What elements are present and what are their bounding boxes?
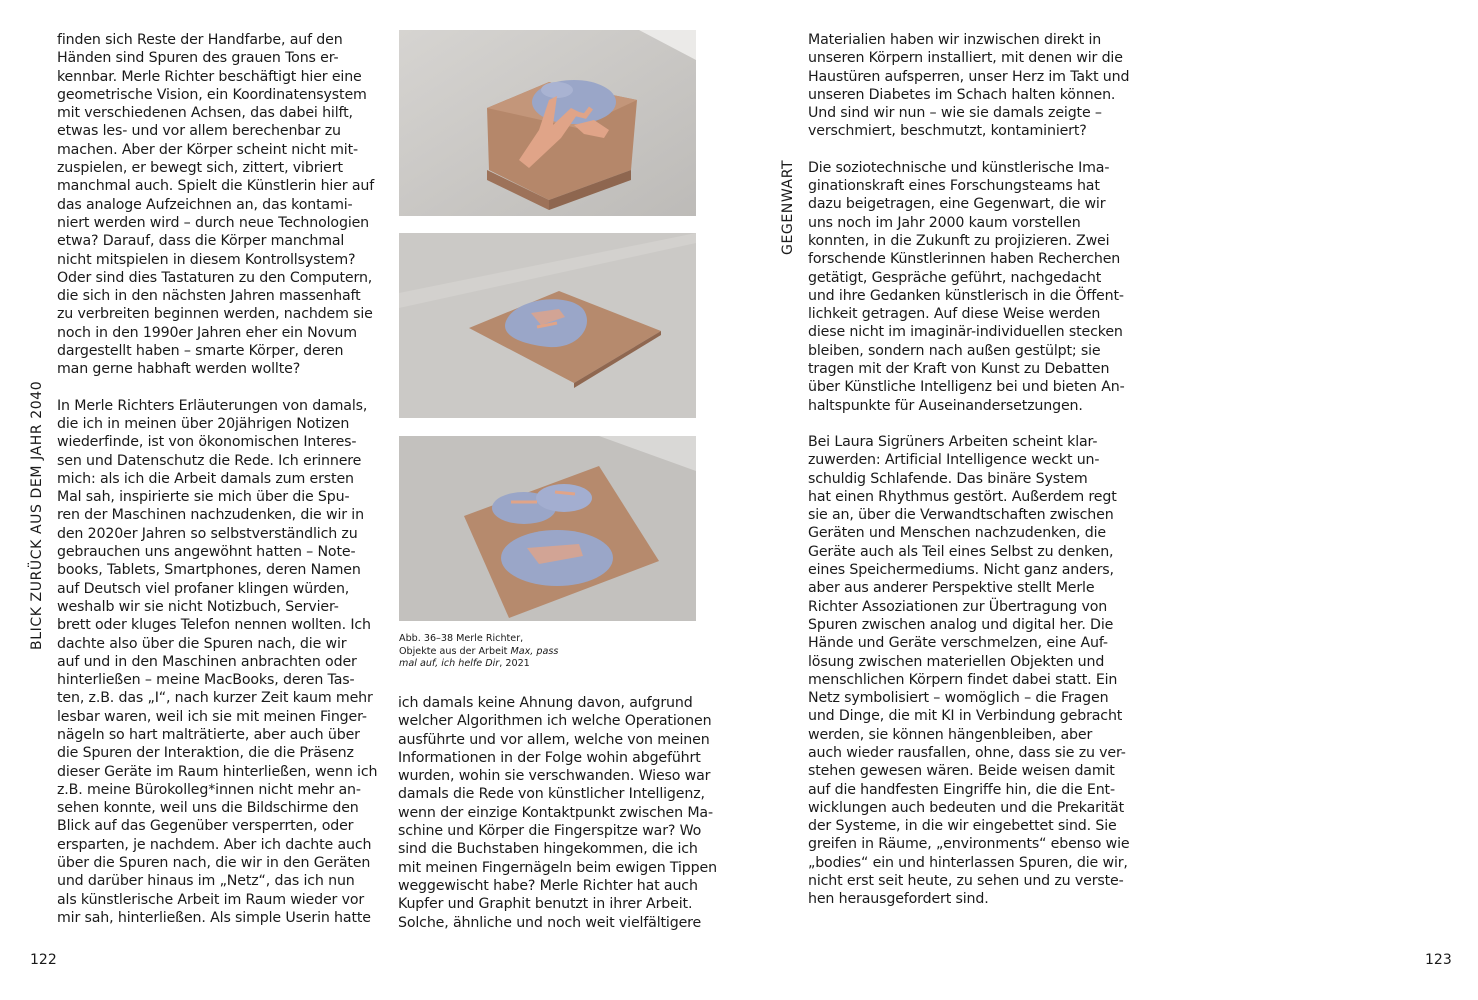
text-line: ten, z.B. das „I“, nach kurzer Zeit kaum mehr (57, 690, 373, 707)
text-line: bleiben, sondern nach außen gestülpt; sie (808, 342, 1101, 359)
text-line: auf und in den Maschinen anbrachten oder (57, 653, 357, 670)
text-line: Mal sah, inspirierte sie mich über die Spu- (57, 489, 350, 506)
text-line: gebrauchen uns angewöhnt hatten – Note- (57, 544, 356, 561)
text-line: Informationen in der Folge wohin abgeführt (398, 749, 701, 766)
text-line: weggewischt habe? Merle Richter hat auch (398, 877, 698, 894)
text-line: über die Spuren nach, die wir in den Geräten (57, 855, 371, 872)
text-line: tragen mit der Kraft von Kunst zu Debatten (808, 361, 1110, 378)
text-line: Richter Assoziationen zur Übertragung von (808, 598, 1108, 615)
text-line: greifen in Räume, „environments“ ebenso wie (808, 836, 1130, 853)
text-line: nicht mitspielen in diesem Kontrollsystem? (57, 251, 356, 268)
text-line: Händen sind Spuren des grauen Tons er- (57, 50, 339, 67)
text-line: diese nicht im imaginär-individuellen stecken (808, 324, 1123, 341)
paragraph-3 (398, 694, 717, 932)
text-line: Oder sind dies Tastaturen zu den Computern, (57, 269, 373, 286)
paragraph-1 (57, 31, 375, 379)
text-line: das analoge Aufzeichnen an, das kontami- (57, 196, 353, 213)
text-line: und darüber hinaus im „Netz“, das ich nun (57, 873, 355, 890)
text-line: hinterließen – meine MacBooks, deren Tas- (57, 672, 355, 689)
text-line: wurden, wohin sie verschwanden. Wieso war (398, 768, 711, 785)
text-line: books, Tablets, Smartphones, deren Namen (57, 562, 361, 579)
text-line: kennbar. Merle Richter beschäftigt hier eine (57, 68, 362, 85)
text-line: etwas les- und vor allem berechenbar zu (57, 123, 341, 140)
text-line: haltspunkte für Auseinandersetzungen. (808, 397, 1083, 414)
text-line: Die soziotechnische und künstlerische Ima- (808, 159, 1110, 176)
text-line: dachte also über die Spuren nach, die wir (57, 635, 347, 652)
text-line: Blick auf das Gegenüber versperrten, oder (57, 818, 354, 835)
text-line: Solche, ähnliche und noch weit vielfältigere (398, 914, 702, 931)
paragraph-5 (808, 159, 1125, 415)
text-line: schine und Körper die Fingerspitze war? Wo (398, 823, 702, 840)
figure-caption: Abb. 36–38 Merle Richter, Objekte aus der Arbeit Max, pass mal auf, ich helfe Dir, 2021 (399, 633, 559, 670)
text-line: die Spuren der Interaktion, die die Präsenz (57, 745, 354, 762)
text-line: nägeln so hart malträtierte, aber auch über (57, 726, 360, 743)
text-line: mir sah, hinterließen. Als simple Userin hatte (57, 909, 371, 926)
text-line: Spuren zwischen analog und digital her. Die (808, 616, 1114, 633)
text-line: menschlichen Körpern findet dabei statt. Ein (808, 671, 1118, 688)
text-line: unseren Diabetes im Schach halten können. (808, 86, 1116, 103)
text-line: geometrische Vision, ein Koordinatensystem (57, 86, 367, 103)
text-line: zuwerden: Artificial Intelligence weckt un- (808, 452, 1100, 469)
text-line: die ich in meinen über 20jährigen Notizen (57, 415, 350, 432)
page-number-right: 123 (1425, 952, 1452, 968)
side-label-right: GEGENWART (780, 159, 796, 255)
text-line: dargestellt haben – smarte Körper, deren (57, 343, 344, 360)
text-line: hen herausgefordert sind. (808, 891, 989, 908)
text-line: machen. Aber der Körper scheint nicht mit- (57, 141, 358, 158)
column-3 (808, 31, 1130, 909)
text-line: lesbar waren, weil ich sie mit meinen Finger- (57, 708, 367, 725)
text-line: etwa? Darauf, dass die Körper manchmal (57, 233, 345, 250)
text-line: man gerne habhaft werden wollte? (57, 361, 301, 378)
text-line: zu verbreiten beginnen werden, nachdem sie (57, 306, 373, 323)
text-line: und ihre Gedanken künstlerisch in die Öffent- (808, 287, 1124, 304)
side-label-left: BLICK ZURÜCK AUS DEM JAHR 2040 (29, 380, 45, 650)
text-line: als künstlerische Arbeit im Raum wieder vor (57, 891, 365, 908)
text-line: verschmiert, beschmutzt, kontaminiert? (808, 123, 1087, 140)
column-2 (398, 694, 717, 932)
text-line: sen und Datenschutz die Rede. Ich erinnere (57, 452, 362, 469)
text-line: ginationskraft eines Forschungsteams hat (808, 178, 1100, 195)
text-line: zuspielen, er bewegt sich, zittert, vibriert (57, 160, 343, 177)
paragraph-6 (808, 433, 1130, 909)
column-1 (57, 31, 378, 927)
text-line: mich: als ich die Arbeit damals zum ersten (57, 470, 354, 487)
text-line: „bodies“ ein und hinterlassen Spuren, die wir, (808, 854, 1128, 871)
text-line: uns noch im Jahr 2000 kaum vorstellen (808, 214, 1081, 231)
text-line: die sich in den nächsten Jahren massenhaft (57, 288, 361, 305)
text-line: manchmal auch. Spielt die Künstlerin hier auf (57, 178, 375, 195)
text-line: Kupfer und Graphit benutzt in ihrer Arbeit. (398, 896, 693, 913)
text-line: hat einen Rhythmus gestört. Außerdem regt (808, 488, 1117, 505)
text-line: Netz symbolisiert – womöglich – die Fragen (808, 690, 1109, 707)
text-line: aber aus anderer Perspektive stellt Merle (808, 580, 1095, 597)
text-line: noch in den 1990er Jahren eher ein Novum (57, 324, 357, 341)
text-line: dazu beigetragen, eine Gegenwart, die wir (808, 196, 1106, 213)
text-line: eines Speichermediums. Nicht ganz anders, (808, 562, 1114, 579)
text-line: Geräten und Menschen nachzudenken, die (808, 525, 1106, 542)
text-line: über Künstliche Intelligenz bei und bieten An- (808, 379, 1125, 396)
text-line: Und sind wir nun – wie sie damals zeigte – (808, 105, 1102, 122)
text-line: auf die handfesten Eingriffe hin, die die Ent- (808, 781, 1115, 798)
photo-flat-object (399, 233, 696, 418)
text-line: schuldig Schlafende. Das binäre System (808, 470, 1088, 487)
text-line: lichkeit getragen. Auf diese Weise werden (808, 306, 1101, 323)
photo-three-objects (399, 436, 696, 621)
text-line: Bei Laura Sigrüners Arbeiten scheint klar- (808, 433, 1098, 450)
text-line: wiederfinde, ist von ökonomischen Interes- (57, 434, 357, 451)
page-number-left: 122 (30, 952, 57, 968)
text-line: auf Deutsch viel profaner klingen würden, (57, 580, 350, 597)
text-line: wicklungen auch bedeuten und die Prekarität (808, 799, 1125, 816)
text-line: sehen konnte, weil uns die Bildschirme den (57, 800, 359, 817)
text-line: welcher Algorithmen ich welche Operationen (398, 713, 712, 730)
text-line: weshalb wir sie nicht Notizbuch, Servier- (57, 598, 339, 615)
text-line: den 2020er Jahren so selbstverständlich zu (57, 525, 358, 542)
text-line: wenn der einzige Kontaktpunkt zwischen Ma- (398, 804, 713, 821)
text-line: niert werden wird – durch neue Technologien (57, 214, 370, 231)
text-line: forschende Künstlerinnen haben Recherchen (808, 251, 1121, 268)
text-line: auch wieder rausfallen, ohne, dass sie zu ver- (808, 744, 1126, 761)
text-line: ersparten, je nachdem. Aber ich dachte auch (57, 836, 372, 853)
text-line: Haustüren aufsperren, unser Herz im Takt und (808, 68, 1130, 85)
text-line: Hände und Geräte verschmelzen, eine Auf- (808, 635, 1108, 652)
text-line: sind die Buchstaben hingekommen, die ich (398, 841, 698, 858)
text-line: konnten, in die Zukunft zu projizieren. Zwei (808, 232, 1110, 249)
text-line: ich damals keine Ahnung davon, aufgrund (398, 695, 693, 711)
text-line: stehen gewesen wären. Beide weisen damit (808, 763, 1115, 780)
text-line: Materialien haben wir inzwischen direkt in (808, 32, 1102, 48)
text-line: werden, sie können hängenbleiben, aber (808, 726, 1093, 743)
text-line: der Systeme, in die wir eingebettet sind. Sie (808, 818, 1117, 835)
text-line: sie an, über die Verwandtschaften zwischen (808, 507, 1114, 524)
text-line: getätigt, Gespräche geführt, nachgedacht (808, 269, 1102, 286)
text-line: nicht erst seit heute, zu sehen und zu verste- (808, 873, 1124, 890)
text-line: und Dinge, die mit KI in Verbindung gebracht (808, 708, 1123, 725)
paragraph-4 (808, 31, 1130, 141)
text-line: dieser Geräte im Raum hinterließen, wenn ich (57, 763, 378, 780)
text-line: lösung zwischen materiellen Objekten und (808, 653, 1105, 670)
text-line: brett oder kluges Telefon nennen wollten. Ich (57, 617, 371, 634)
text-line: ren der Maschinen nachzudenken, die wir in (57, 507, 364, 524)
photo-hands-object (399, 30, 696, 216)
text-line: mit verschiedenen Achsen, das dabei hilft, (57, 105, 353, 122)
text-line: ausführte und vor allem, welche von meinen (398, 731, 710, 748)
text-line: unseren Körpern installiert, mit denen wir die (808, 50, 1123, 67)
text-line: finden sich Reste der Handfarbe, auf den (57, 32, 343, 48)
text-line: mit meinen Fingernägeln beim ewigen Tippen (398, 859, 717, 876)
text-line: Geräte auch als Teil eines Selbst zu denken, (808, 543, 1114, 560)
text-line: damals die Rede von künstlicher Intelligenz, (398, 786, 705, 803)
text-line: In Merle Richters Erläuterungen von damals, (57, 397, 368, 414)
text-line: z.B. meine Bürokolleg*innen nicht mehr an- (57, 781, 361, 798)
paragraph-2 (57, 397, 378, 928)
